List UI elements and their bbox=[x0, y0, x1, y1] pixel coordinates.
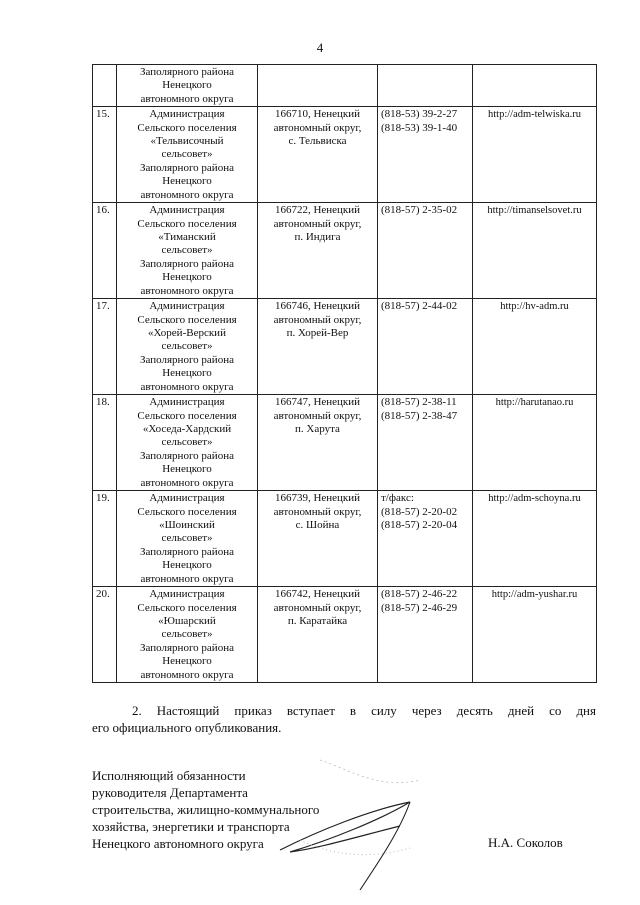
table-row bbox=[93, 299, 597, 395]
address-line: с. Тельвиска bbox=[288, 135, 347, 148]
address-line: автономный округ, bbox=[273, 601, 362, 614]
phone-line: (818-57) 2-35-02 bbox=[381, 204, 458, 217]
phone-line: (818-57) 2-38-47 bbox=[381, 409, 458, 422]
address-line: 166747, Ненецкий bbox=[274, 396, 361, 409]
org-name-line: Ненецкого bbox=[162, 463, 212, 476]
address-line: автономный округ, bbox=[273, 313, 362, 326]
row-number: 17. bbox=[93, 299, 117, 395]
phone-line: (818-53) 39-2-27 bbox=[381, 108, 458, 121]
org-name-line: Заполярного района bbox=[140, 353, 234, 366]
phone-cell bbox=[378, 395, 473, 491]
org-name-line: «Хорей-Верский bbox=[148, 327, 226, 340]
org-name-cell bbox=[117, 587, 258, 683]
org-name-line: Заполярного района bbox=[140, 257, 234, 270]
org-name-line: автономного округа bbox=[140, 476, 234, 489]
org-name-cell bbox=[117, 65, 258, 107]
website-link[interactable]: http://adm-telwiska.ru bbox=[473, 107, 597, 203]
address-line: автономный округ, bbox=[273, 505, 362, 518]
row-number: 16. bbox=[93, 203, 117, 299]
address-line: 166742, Ненецкий bbox=[274, 588, 361, 601]
signatory-line: руководителя Департамента bbox=[92, 785, 248, 800]
org-name-line: Заполярного района bbox=[140, 161, 234, 174]
table-row bbox=[93, 107, 597, 203]
phone-cell bbox=[378, 491, 473, 587]
page-number: 4 bbox=[316, 40, 324, 55]
org-name-line: «Шоинский bbox=[159, 519, 215, 532]
org-name-line: Заполярного района bbox=[140, 449, 234, 462]
paragraph-line-2: его официального опубликования. bbox=[92, 720, 282, 735]
org-name-line: Администрация bbox=[149, 108, 225, 121]
address-cell bbox=[258, 587, 378, 683]
table-row bbox=[93, 395, 597, 491]
row-number: 20. bbox=[93, 587, 117, 683]
org-name-line: «Хоседа-Хардский bbox=[142, 423, 232, 436]
address-line: п. Хорей-Вер bbox=[286, 327, 349, 340]
phone-cell bbox=[378, 587, 473, 683]
website-link[interactable]: http://timanselsovet.ru bbox=[473, 203, 597, 299]
org-name-line: «Тиманский bbox=[158, 231, 216, 244]
address-cell bbox=[258, 491, 378, 587]
signatory-name: Н.А. Соколов bbox=[488, 835, 563, 850]
website-link bbox=[473, 65, 597, 107]
phone-line: (818-57) 2-20-02 bbox=[381, 505, 458, 518]
org-name-cell bbox=[117, 107, 258, 203]
address-line: автономный округ, bbox=[273, 409, 362, 422]
address-line: 166710, Ненецкий bbox=[274, 108, 361, 121]
phone-line: (818-57) 2-46-29 bbox=[381, 601, 458, 614]
row-number bbox=[93, 65, 117, 107]
website-link[interactable]: http://harutanao.ru bbox=[473, 395, 597, 491]
address-line: автономный округ, bbox=[273, 217, 362, 230]
org-name-line: Заполярного района bbox=[140, 641, 234, 654]
org-name-line: Ненецкого bbox=[162, 79, 212, 92]
org-name-line: сельсовет» bbox=[161, 436, 213, 449]
org-name-line: Заполярного района bbox=[140, 66, 234, 78]
org-name-line: Сельского поселения bbox=[137, 217, 237, 230]
phone-cell bbox=[378, 299, 473, 395]
table-row bbox=[93, 65, 597, 107]
org-name-cell bbox=[117, 491, 258, 587]
phone-line: т/факс: bbox=[381, 492, 414, 505]
phone-cell bbox=[378, 203, 473, 299]
org-name-line: сельсовет» bbox=[161, 340, 213, 353]
address-line: автономный округ, bbox=[273, 121, 362, 134]
org-name-line: Сельского поселения bbox=[137, 121, 237, 134]
website-link[interactable]: http://hv-adm.ru bbox=[473, 299, 597, 395]
org-name-line: Сельского поселения bbox=[137, 505, 237, 518]
address-cell bbox=[258, 299, 378, 395]
table-row bbox=[93, 203, 597, 299]
org-name-line: автономного округа bbox=[140, 668, 234, 681]
enactment-paragraph bbox=[92, 702, 596, 736]
org-name-line: Администрация bbox=[149, 588, 225, 601]
phone-cell bbox=[378, 65, 473, 107]
address-line: п. Индига bbox=[294, 231, 341, 244]
org-name-line: автономного округа bbox=[140, 572, 234, 585]
table-row bbox=[93, 587, 597, 683]
org-name-line: автономного округа bbox=[140, 188, 234, 201]
address-line: 166746, Ненецкий bbox=[274, 300, 361, 313]
phone-line: (818-57) 2-38-11 bbox=[381, 396, 457, 409]
registry-table bbox=[92, 64, 597, 683]
org-name-line: Сельского поселения bbox=[137, 409, 237, 422]
org-name-line: автономного округа bbox=[140, 284, 234, 297]
org-name-line: автономного округа bbox=[140, 92, 234, 105]
website-link[interactable]: http://adm-schoyna.ru bbox=[473, 491, 597, 587]
org-name-line: Ненецкого bbox=[162, 175, 212, 188]
org-name-line: Администрация bbox=[149, 300, 225, 313]
phone-line: (818-53) 39-1-40 bbox=[381, 121, 458, 134]
paragraph-line-1: 2. Настоящий приказ вступает в силу через десять дней со дня bbox=[132, 703, 596, 718]
address-line: п. Каратайка bbox=[287, 615, 348, 628]
address-cell bbox=[258, 203, 378, 299]
org-name-line: Ненецкого bbox=[162, 367, 212, 380]
org-name-cell bbox=[117, 395, 258, 491]
org-name-line: Ненецкого bbox=[162, 655, 212, 668]
org-name-line: «Юшарский bbox=[158, 615, 216, 628]
address-cell bbox=[258, 107, 378, 203]
phone-line: (818-57) 2-44-02 bbox=[381, 300, 458, 313]
row-number: 18. bbox=[93, 395, 117, 491]
phone-line: (818-57) 2-46-22 bbox=[381, 588, 458, 601]
phone-line: (818-57) 2-20-04 bbox=[381, 519, 458, 532]
org-name-line: сельсовет» bbox=[161, 532, 213, 545]
address-line: 166722, Ненецкий bbox=[274, 204, 361, 217]
signatory-line: Исполняющий обязанности bbox=[92, 768, 246, 783]
org-name-line: Сельского поселения bbox=[137, 313, 237, 326]
org-name-line: сельсовет» bbox=[161, 148, 213, 161]
org-name-line: Ненецкого bbox=[162, 271, 212, 284]
org-name-line: автономного округа bbox=[140, 380, 234, 393]
org-name-cell bbox=[117, 299, 258, 395]
org-name-line: сельсовет» bbox=[161, 628, 213, 641]
org-name-line: Администрация bbox=[149, 396, 225, 409]
org-name-line: Заполярного района bbox=[140, 545, 234, 558]
address-cell bbox=[258, 65, 378, 107]
org-name-cell bbox=[117, 203, 258, 299]
table-row bbox=[93, 491, 597, 587]
signatory-line: хозяйства, энергетики и транспорта bbox=[92, 819, 290, 834]
handwritten-signature bbox=[260, 740, 470, 900]
address-cell bbox=[258, 395, 378, 491]
signatory-line: строительства, жилищно-коммунального bbox=[92, 802, 320, 817]
org-name-line: Ненецкого bbox=[162, 559, 212, 572]
org-name-line: Администрация bbox=[149, 204, 225, 217]
signatory-line: Ненецкого автономного округа bbox=[92, 836, 264, 851]
org-name-line: сельсовет» bbox=[161, 244, 213, 257]
org-name-line: «Тельвисочный bbox=[150, 135, 224, 148]
website-link[interactable]: http://adm-yushar.ru bbox=[473, 587, 597, 683]
address-line: п. Харута bbox=[295, 423, 340, 436]
phone-cell bbox=[378, 107, 473, 203]
address-line: с. Шойна bbox=[295, 519, 340, 532]
address-line: 166739, Ненецкий bbox=[274, 492, 361, 505]
row-number: 19. bbox=[93, 491, 117, 587]
org-name-line: Администрация bbox=[149, 492, 225, 505]
org-name-line: Сельского поселения bbox=[137, 601, 237, 614]
row-number: 15. bbox=[93, 107, 117, 203]
